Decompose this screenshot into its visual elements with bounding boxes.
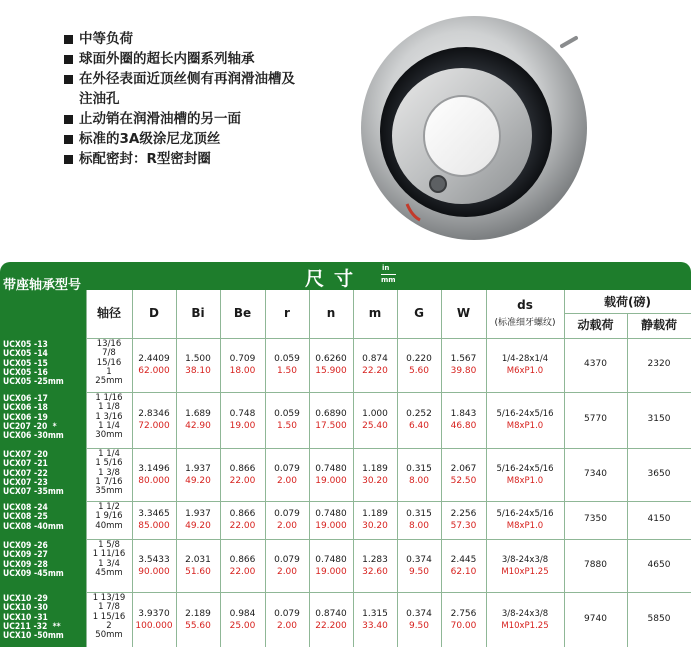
value-mm: 80.000 [138,476,170,486]
value-mm: 5.60 [408,366,430,376]
bullet-square-icon [64,35,73,44]
value-inch: 1.567 [450,354,477,364]
value-cell-bi [176,463,220,487]
model-number: UCX10 -30 [3,603,48,614]
model-number: UCX10 -29 [3,594,48,604]
model-number: UCX05 -14 [3,349,48,360]
feature-text: 止动销在润滑油槽的另一面 [79,111,241,127]
model-number: UCX06 -30mm [3,431,64,442]
bore-size: 15/16 [96,357,122,368]
model-header-cell [0,290,86,338]
dynamic-load-value: 7340 [584,469,607,479]
bore-size: 1 7/8 [98,602,120,613]
bore-cell [86,338,132,392]
value-mm: 57.30 [450,521,477,531]
value-cell-d [132,554,176,578]
value-inch: 0.7480 [315,464,347,474]
thread-cell [486,408,564,432]
model-cell [0,501,86,539]
value-inch: 2.445 [450,555,477,565]
model-number: UCX07 -21 [3,459,48,470]
bore-size: 1 3/4 [98,558,120,569]
column-header-g: G [414,306,424,320]
value-cell-r [265,408,309,432]
value-cell-be [220,608,265,632]
thread-inch: 5/16-24x5/16 [496,509,554,519]
value-cell-bi [176,554,220,578]
value-inch: 0.866 [229,464,256,474]
dynamic-load-value: 9740 [584,614,607,624]
value-mm: 22.00 [229,521,256,531]
bore-size: 1 3/8 [98,467,120,478]
value-cell-bi [176,353,220,377]
value-cell-n [309,408,353,432]
value-cell-m [353,463,397,487]
thread-cell [486,353,564,377]
value-inch: 2.256 [450,509,477,519]
ds-subheader: (标准细牙螺纹) [494,318,556,328]
value-mm: 39.80 [450,366,477,376]
bore-cell [86,501,132,539]
value-mm: 62.000 [138,366,170,376]
unit-in-label: in [382,264,390,272]
value-cell-n [309,554,353,578]
bore-size: 1 13/19 [92,593,126,603]
value-cell-d [132,408,176,432]
value-inch: 2.189 [185,609,211,619]
bore-size: 1 3/16 [95,411,123,422]
column-header-w: W [456,306,471,320]
static-load-value: 5850 [647,614,671,624]
bore-size: 1 9/16 [95,511,123,522]
bearing-product-image [352,4,592,249]
bore-cell [86,592,132,647]
value-inch: 1.500 [185,354,211,364]
bore-size: 1 7/16 [95,476,123,487]
value-inch: 0.374 [406,609,432,619]
value-mm: 42.90 [185,421,211,431]
model-number: UCX07 -22 [3,468,48,479]
value-cell-bi [176,508,220,532]
static-load-value: 4150 [647,514,671,524]
value-cell-r [265,463,309,487]
model-number: UCX10 -31 [3,612,48,623]
feature-text: 在外径表面近顶丝侧有再润滑油槽及 [79,71,295,87]
model-number: UCX05 -13 [3,340,48,350]
bore-size: 1 1/4 [98,449,120,459]
value-cell-w [441,408,486,432]
value-cell-bi [176,608,220,632]
value-mm: 52.50 [450,476,477,486]
static-load-value: 3650 [647,469,671,479]
value-inch: 0.220 [406,354,432,364]
value-inch: 0.079 [274,509,300,519]
feature-text: 标配密封：R型密封圈 [79,151,211,167]
value-cell-n [309,463,353,487]
value-cell-g [397,508,441,532]
bullet-square-icon [64,155,73,164]
value-inch: 1.843 [450,409,477,419]
value-inch: 2.4409 [138,354,170,364]
static-load-value: 2320 [647,359,671,369]
bore-size: 7/8 [102,348,116,359]
value-inch: 3.1496 [138,464,170,474]
bore-size: 1 1/8 [98,402,120,413]
value-mm: 30.20 [362,476,388,486]
value-mm: 38.10 [185,366,211,376]
dimension-table [0,262,691,647]
value-mm: 2.00 [276,621,298,631]
model-number: UCX06 -17 [3,394,48,404]
value-inch: 0.079 [274,555,300,565]
bore-cell [86,448,132,501]
dynamic-load-value: 4370 [584,359,607,369]
thread-cell [486,554,564,578]
feature-item [62,109,362,129]
value-inch: 1.000 [362,409,388,419]
bullet-square-icon [64,115,73,124]
value-mm: 15.900 [315,366,347,376]
value-mm: 90.000 [138,567,170,577]
value-cell-g [397,463,441,487]
value-cell-be [220,508,265,532]
model-number: UCX07 -20 [3,450,48,460]
model-header: 带座轴承型号 [3,278,82,293]
column-header-n: n [326,306,336,320]
value-mm: 9.50 [408,567,430,577]
thread-metric: M8xP1.0 [506,476,544,486]
value-mm: 46.80 [450,421,477,431]
bore-size: 35mm [95,486,123,497]
value-cell-m [353,353,397,377]
column-header-m: m [368,306,382,320]
thread-inch: 3/8-24x3/8 [501,609,549,619]
value-cell-d [132,353,176,377]
value-inch: 0.6260 [315,354,347,364]
value-mm: 18.00 [229,366,256,376]
dynamic-load-value: 5770 [584,414,607,424]
value-cell-m [353,554,397,578]
value-mm: 32.60 [362,567,388,577]
table-title: 尺寸 [305,268,364,290]
column-header-r: r [284,306,290,320]
value-mm: 55.60 [185,621,211,631]
value-mm: 100.000 [135,621,173,631]
value-inch: 0.059 [274,409,300,419]
value-cell-be [220,554,265,578]
bore-size: 25mm [95,376,123,387]
value-inch: 3.3465 [138,509,170,519]
feature-text: 中等负荷 [79,31,133,47]
bullet-square-icon [64,75,73,84]
feature-text: 标准的3A级涂尼龙顶丝 [79,131,221,147]
bore-size: 1 1/16 [95,393,123,403]
value-cell-w [441,353,486,377]
bore-cell [86,392,132,448]
value-mm: 1.50 [276,421,298,431]
value-mm: 85.000 [138,521,170,531]
bore-size: 45mm [95,567,123,578]
value-inch: 0.7480 [315,555,347,565]
value-mm: 22.20 [362,366,388,376]
value-inch: 0.866 [229,555,256,565]
bore-size: 1 1/4 [98,420,120,431]
feature-item [62,49,362,69]
value-mm: 22.00 [229,567,256,577]
model-number: UCX08 -40mm [3,521,64,532]
static-load-value: 3150 [647,414,671,424]
value-mm: 17.500 [315,421,347,431]
value-cell-m [353,408,397,432]
value-inch: 3.5433 [138,555,170,565]
dynamic-load-value: 7350 [584,514,607,524]
value-inch: 0.079 [274,464,300,474]
model-number: UCX06 -18 [3,403,48,414]
value-mm: 25.40 [362,421,388,431]
thread-metric: M8xP1.0 [506,421,544,431]
value-mm: 2.00 [276,476,298,486]
value-inch: 1.315 [362,609,388,619]
model-number: UCX05 -15 [3,358,48,369]
value-mm: 25.00 [229,621,256,631]
feature-item [62,69,362,89]
model-number: UCX10 -50mm [3,631,64,642]
value-mm: 8.00 [408,476,430,486]
static-load-value: 4650 [647,560,671,570]
value-mm: 9.50 [408,621,430,631]
value-inch: 0.7480 [315,509,347,519]
thread-cell [486,608,564,632]
value-cell-w [441,608,486,632]
value-cell-n [309,353,353,377]
static-load-header: 静载荷 [640,318,677,332]
model-number: UCX06 -19 [3,412,48,423]
value-cell-m [353,608,397,632]
value-cell-r [265,353,309,377]
value-cell-r [265,554,309,578]
bore-cell [86,539,132,592]
value-inch: 0.374 [406,555,432,565]
unit-mm-label: mm [381,276,396,284]
model-cell [0,338,86,392]
value-inch: 0.984 [229,609,256,619]
thread-inch: 5/16-24x5/16 [496,409,554,419]
value-inch: 1.189 [362,464,388,474]
value-mm: 8.00 [408,521,430,531]
bullet-square-icon [64,135,73,144]
value-inch: 1.189 [362,509,388,519]
value-mm: 19.000 [315,476,347,486]
feature-text: 注油孔 [79,91,120,107]
value-mm: 2.00 [276,521,298,531]
value-mm: 70.00 [450,621,477,631]
value-cell-r [265,608,309,632]
column-header-d: D [149,306,159,320]
value-cell-w [441,554,486,578]
model-cell [0,539,86,592]
value-inch: 2.031 [185,555,211,565]
model-cell [0,392,86,448]
model-number: UCX09 -28 [3,559,48,570]
feature-item [62,129,362,149]
thread-inch: 5/16-24x5/16 [496,464,554,474]
bore-size: 2 [106,620,112,631]
model-number: UCX07 -23 [3,477,48,488]
bore-size: 30mm [95,430,123,441]
value-inch: 2.067 [450,464,477,474]
feature-item-continuation [62,89,362,109]
value-cell-be [220,408,265,432]
value-inch: 0.8740 [315,609,347,619]
model-cell [0,448,86,501]
dynamic-load-header: 动载荷 [577,318,614,332]
value-mm: 2.00 [276,567,298,577]
value-mm: 49.20 [185,521,211,531]
value-cell-w [441,508,486,532]
thread-inch: 3/8-24x3/8 [501,555,549,565]
column-header-be: Be [233,306,252,320]
bullet-square-icon [64,55,73,64]
feature-text: 球面外圈的超长内圈系列轴承 [79,51,255,67]
bore-header: 轴径 [96,306,121,320]
value-inch: 0.709 [229,354,256,364]
value-inch: 1.937 [185,464,211,474]
ds-header: ds [517,298,533,312]
value-mm: 62.10 [450,567,477,577]
model-number: UC207 -20 * [3,421,57,432]
value-cell-d [132,608,176,632]
value-mm: 19.000 [315,521,347,531]
value-inch: 0.059 [274,354,300,364]
value-mm: 22.200 [315,621,347,631]
bore-size: 1 5/8 [98,540,120,550]
bore-size: 1 11/16 [92,549,126,560]
value-mm: 72.000 [138,421,170,431]
feature-item [62,29,362,49]
value-inch: 1.937 [185,509,211,519]
value-inch: 0.079 [274,609,300,619]
model-number: UCX09 -26 [3,541,48,551]
value-mm: 30.20 [362,521,388,531]
bore-size: 1 15/16 [92,611,126,622]
value-cell-bi [176,408,220,432]
model-number: UCX08 -25 [3,512,48,523]
model-cell [0,592,86,647]
value-mm: 51.60 [185,567,211,577]
thread-cell [486,508,564,532]
value-inch: 0.866 [229,509,256,519]
value-mm: 19.000 [315,567,347,577]
value-mm: 19.00 [229,421,256,431]
value-inch: 2.756 [450,609,477,619]
bore-size: 50mm [95,630,123,641]
value-inch: 0.315 [406,464,432,474]
value-inch: 3.9370 [138,609,170,619]
value-cell-be [220,463,265,487]
value-mm: 33.40 [362,621,388,631]
thread-metric: M10xP1.25 [501,621,549,631]
model-number: UC211 -32 ** [3,621,61,632]
thread-metric: M10xP1.25 [501,567,549,577]
value-inch: 0.748 [229,409,256,419]
thread-metric: M8xP1.0 [506,521,544,531]
value-cell-n [309,608,353,632]
value-cell-r [265,508,309,532]
feature-list [62,29,362,169]
value-cell-g [397,353,441,377]
model-number: UCX09 -45mm [3,568,64,579]
value-mm: 22.00 [229,476,256,486]
model-number: UCX08 -24 [3,503,48,513]
value-cell-n [309,508,353,532]
value-inch: 1.689 [185,409,211,419]
load-header: 载荷(磅) [604,295,651,309]
thread-metric: M6xP1.0 [506,366,544,376]
bore-size: 1 [106,366,112,377]
value-mm: 1.50 [276,366,298,376]
value-cell-d [132,508,176,532]
thread-inch: 1/4-28x1/4 [501,354,549,364]
value-inch: 0.252 [406,409,432,419]
bore-size: 13/16 [96,339,122,349]
bore-size: 1 5/16 [95,458,123,469]
value-cell-w [441,463,486,487]
feature-item [62,149,362,169]
value-mm: 6.40 [408,421,430,431]
value-mm: 49.20 [185,476,211,486]
model-number: UCX05 -25mm [3,377,64,388]
value-cell-g [397,554,441,578]
dynamic-load-value: 7880 [584,560,607,570]
value-cell-g [397,408,441,432]
bore-size: 40mm [95,520,123,531]
value-inch: 2.8346 [138,409,170,419]
value-cell-be [220,353,265,377]
thread-cell [486,463,564,487]
value-cell-d [132,463,176,487]
model-number: UCX05 -16 [3,367,48,378]
value-inch: 0.874 [362,354,388,364]
value-inch: 0.6890 [315,409,347,419]
model-number: UCX09 -27 [3,550,48,561]
column-header-bi: Bi [191,306,205,320]
value-inch: 0.315 [406,509,432,519]
value-cell-g [397,608,441,632]
model-number: UCX07 -35mm [3,487,64,498]
value-inch: 1.283 [362,555,388,565]
value-cell-m [353,508,397,532]
bore-size: 1 1/2 [98,502,120,512]
